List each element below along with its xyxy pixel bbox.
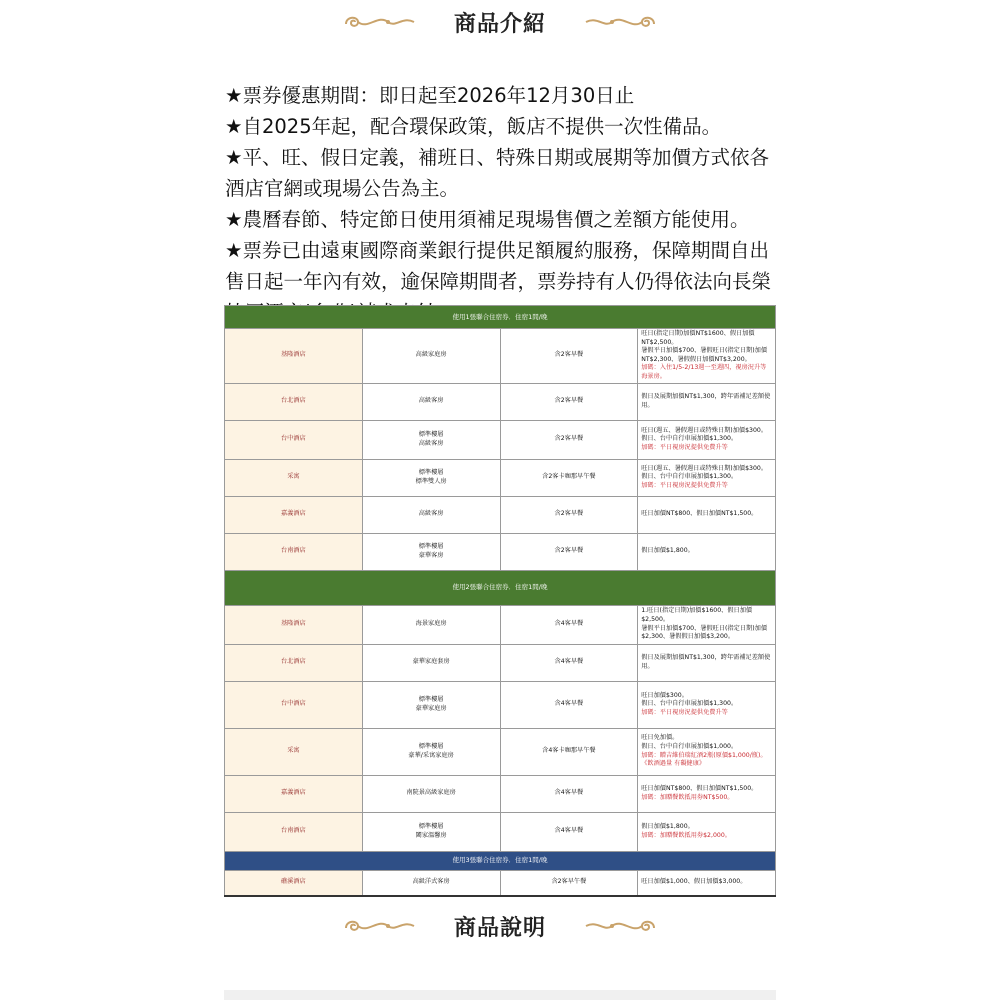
room-type-line: 標準樓層 — [418, 822, 444, 830]
room-type-cell — [362, 812, 500, 851]
price-notes-cell — [638, 812, 776, 851]
price-notes-cell — [638, 728, 776, 775]
room-type-line: 高級客房 — [418, 510, 444, 518]
price-notes-cell — [638, 644, 776, 681]
room-type-line: 高級洋式客房 — [412, 878, 450, 886]
room-type-cell — [362, 775, 500, 812]
bonus-note-line: 加碼：平日視房況提供免費升等 — [641, 481, 728, 489]
hotel-name-cell: 嘉義酒店 — [225, 775, 363, 812]
price-note-line: 1.旺日(指定日期)加價$1600、假日加價$2,500。 — [641, 607, 753, 623]
price-note-line: 旺日(指定日期)加價NT$1600、假日加價NT$2,500。 — [641, 330, 755, 346]
price-note-line: 旺日(週五、暑假週日或特殊日期)加價$300。 — [641, 464, 768, 472]
price-note-line: 假日加價$1,800。 — [641, 547, 694, 555]
table-row — [225, 870, 776, 896]
room-type-line: 標準樓層 — [418, 742, 444, 750]
table-row — [225, 812, 776, 851]
room-type-line: 標準樓層 — [418, 468, 444, 476]
price-note-line: 假日加價$1,800。 — [641, 822, 694, 830]
room-type-line: 豪華客房 — [418, 551, 444, 559]
bonus-note-line: 加碼：平日視房況提供免費升等 — [641, 443, 728, 451]
price-note-line: 旺日免加價。 — [641, 734, 679, 742]
hotel-name-cell: 礁溪酒店 — [225, 870, 363, 896]
price-notes-cell — [638, 420, 776, 459]
note-line: ★農曆春節、特定節日使用須補足現場售價之差額方能使用。 — [225, 208, 750, 231]
price-notes-cell — [638, 681, 776, 728]
room-type-line: 闔家溫馨房 — [415, 831, 447, 839]
hotel-name-cell: 嘉義酒店 — [225, 496, 363, 533]
room-type-line: 標準樓層 — [418, 542, 444, 550]
hotel-name-cell: 台北酒店 — [225, 383, 363, 420]
bonus-note-line: 加碼：加贈餐飲抵用券NT$500。 — [641, 793, 734, 801]
table-section-header — [225, 306, 776, 329]
hotel-name-cell: 台南酒店 — [225, 533, 363, 570]
section-heading-intro — [0, 0, 1000, 44]
table-row — [225, 459, 776, 496]
section-heading-description — [0, 904, 1000, 948]
section-title: 使用3張聯合住宿券．住宿1間/晚 — [225, 851, 776, 870]
meal-cell: 含4客早餐 — [500, 644, 638, 681]
table-row — [225, 533, 776, 570]
meal-cell: 含4客早餐 — [500, 775, 638, 812]
price-note-line: 假日及展期加價NT$1,300，跨年需補足差額使用。 — [641, 653, 771, 670]
price-note-line: 暑假平日加價$700、暑假旺日(指定日期)加價NT$2,300、暑假假日加價NT$3,200。 — [641, 347, 768, 363]
meal-cell: 含2客早午餐 — [500, 870, 638, 896]
section-title: 使用2張聯合住宿券．住宿1間/晚 — [225, 570, 776, 605]
table-row — [225, 420, 776, 459]
price-notes-cell — [638, 496, 776, 533]
meal-cell: 含2客早餐 — [500, 420, 638, 459]
meal-cell: 含4客早餐 — [500, 812, 638, 851]
heading-title: 商品介紹 — [453, 11, 546, 37]
meal-cell: 含2客早餐 — [500, 533, 638, 570]
room-type-cell — [362, 383, 500, 420]
bonus-note-line: 加碼：贈吉維伯瑞紅酒2瓶(原價$1,000/瓶)。《飲酒過量 有礙健康》 — [641, 751, 767, 768]
price-note-line: 旺日加價$1,000、假日加價$3,000。 — [641, 878, 747, 886]
room-type-cell — [362, 681, 500, 728]
room-type-line: 南院景高級家庭房 — [406, 789, 456, 797]
ornament-left-icon — [340, 10, 420, 34]
room-type-cell — [362, 496, 500, 533]
table-section-header — [225, 570, 776, 605]
hotel-price-table — [224, 305, 776, 897]
room-type-cell — [362, 728, 500, 775]
room-type-line: 標準雙人房 — [415, 477, 447, 485]
table-row — [225, 329, 776, 384]
room-type-line: 標準樓層 — [418, 430, 444, 438]
meal-cell: 含4客卡咖那早午餐 — [500, 728, 638, 775]
section-title: 使用1張聯合住宿券．住宿1間/晚 — [225, 306, 776, 329]
room-type-cell — [362, 459, 500, 496]
price-notes-cell — [638, 870, 776, 896]
price-note-line: 假日及展期加價NT$1,300，跨年需補足差額使用。 — [641, 392, 771, 409]
room-type-line: 高級家庭房 — [415, 351, 447, 359]
heading-title: 商品說明 — [453, 915, 546, 941]
price-note-line: 旺日加價NT$800、假日加價NT$1,500。 — [641, 784, 758, 792]
price-notes-cell — [638, 459, 776, 496]
price-notes-cell — [638, 329, 776, 384]
room-type-cell — [362, 870, 500, 896]
meal-cell: 含2客早餐 — [500, 329, 638, 384]
table-row — [225, 644, 776, 681]
room-type-line: 海景家庭房 — [415, 620, 447, 628]
bonus-note-line: 加碼：加贈餐飲抵用券$2,000。 — [641, 831, 731, 839]
price-notes-cell — [638, 605, 776, 644]
room-type-line: 豪華/采寓家庭房 — [408, 751, 454, 759]
note-line: ★票券優惠期間：即日起至2026年12月30日止 — [225, 84, 635, 107]
ornament-right-icon — [580, 10, 660, 34]
hotel-name-cell: 基隆酒店 — [225, 605, 363, 644]
room-type-line: 高級客房 — [418, 439, 444, 447]
price-note-line: 假日、台中自行車展加價$1,000。 — [641, 742, 738, 750]
price-notes-cell — [638, 533, 776, 570]
room-type-line: 標準樓層 — [418, 695, 444, 703]
table-row — [225, 728, 776, 775]
ornament-right-icon — [580, 914, 660, 938]
hotel-name-cell: 台中酒店 — [225, 681, 363, 728]
bonus-note-line: 加碼：平日視房況提供免費升等 — [641, 708, 728, 716]
price-note-line: 暑假平日加價$700、暑假旺日(指定日期)加價$2,300、暑假假日加價$3,200。 — [641, 624, 768, 641]
room-type-cell — [362, 329, 500, 384]
table-row — [225, 383, 776, 420]
room-type-line: 高級客房 — [418, 397, 444, 405]
price-note-line: 旺日(週五、暑假週日或特殊日期)加價$300。 — [641, 426, 768, 434]
price-note-line: 旺日加價$300。 — [641, 691, 688, 699]
table-section-header — [225, 851, 776, 870]
table-row — [225, 605, 776, 644]
hotel-name-cell: 台中酒店 — [225, 420, 363, 459]
room-type-line: 豪華家庭套房 — [412, 658, 450, 666]
room-type-cell — [362, 533, 500, 570]
meal-cell: 含4客早餐 — [500, 605, 638, 644]
meal-cell: 含4客早餐 — [500, 681, 638, 728]
hotel-name-cell: 采寓 — [225, 459, 363, 496]
price-note-line: 旺日加價NT$800、假日加價NT$1,500。 — [641, 510, 758, 518]
table-row — [225, 681, 776, 728]
ornament-left-icon — [340, 914, 420, 938]
room-type-cell — [362, 420, 500, 459]
content-box-edge — [224, 990, 776, 1000]
price-note-line: 假日、台中自行車展加價$1,300。 — [641, 435, 738, 443]
price-note-line: 假日、台中自行車展加價$1,300。 — [641, 473, 738, 481]
meal-cell: 含2客早餐 — [500, 496, 638, 533]
hotel-name-cell: 采寓 — [225, 728, 363, 775]
hotel-name-cell: 台北酒店 — [225, 644, 363, 681]
room-type-cell — [362, 644, 500, 681]
price-note-line: 假日、台中自行車展加價$1,300。 — [641, 700, 738, 708]
note-line: ★自2025年起，配合環保政策，飯店不提供一次性備品。 — [225, 115, 722, 138]
room-type-cell — [362, 605, 500, 644]
price-notes-cell — [638, 383, 776, 420]
note-line: ★票券已由遠東國際商業銀行提供足額履約服務，保障期間自出售日起一年內有效，逾保障期間者，票券持有人仍得依法向長榮 — [225, 239, 772, 293]
meal-cell: 含2客早餐 — [500, 383, 638, 420]
table-row — [225, 496, 776, 533]
meal-cell: 含2客卡咖那早午餐 — [500, 459, 638, 496]
product-notes — [225, 80, 785, 328]
hotel-name-cell: 台南酒店 — [225, 812, 363, 851]
hotel-name-cell: 基隆酒店 — [225, 329, 363, 384]
note-line: ★平、旺、假日定義，補班日、特殊日期或展期等加價方式依各酒店官網或現場公告為主。 — [225, 146, 769, 200]
room-type-line: 豪華家庭房 — [415, 704, 447, 712]
bonus-note-line: 加碼：入住1/5-2/13週一至週四，視房況升等海景房。 — [641, 364, 767, 380]
table-row — [225, 775, 776, 812]
price-notes-cell — [638, 775, 776, 812]
